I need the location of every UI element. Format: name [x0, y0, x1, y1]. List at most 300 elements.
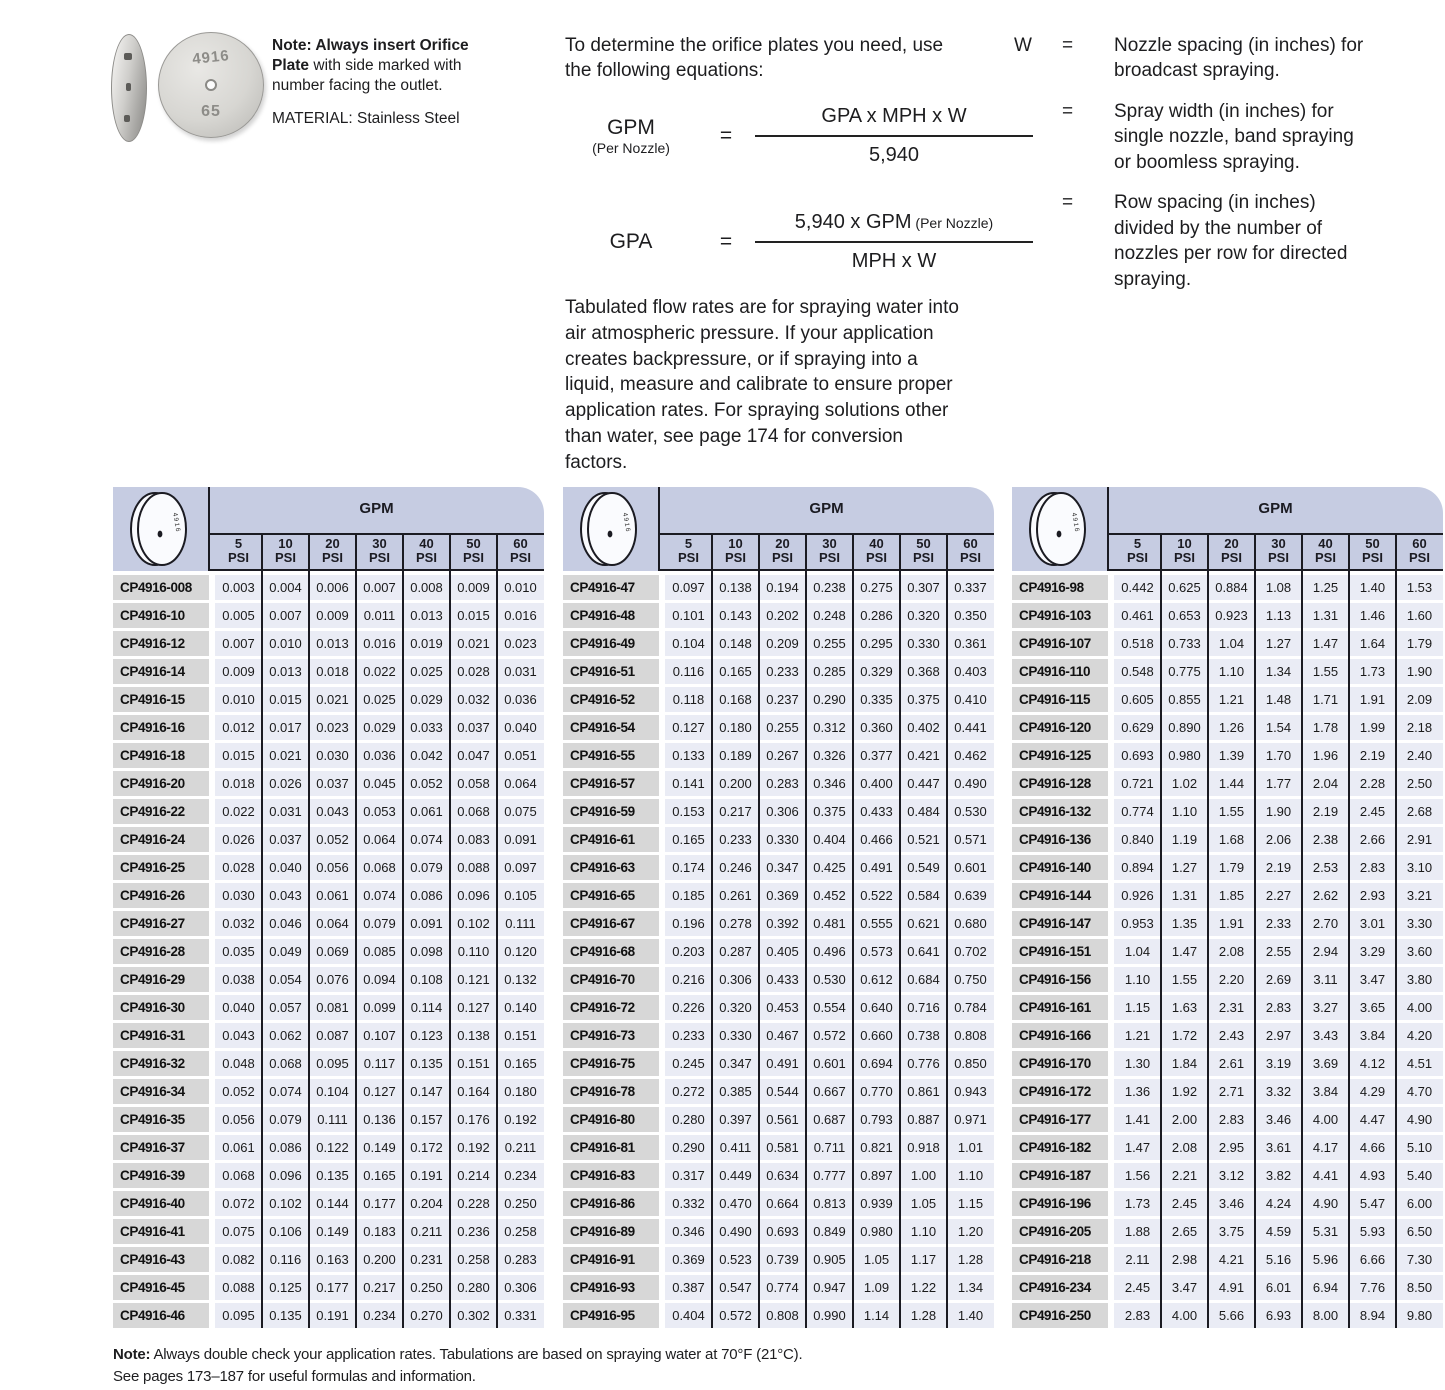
psi-column-header: 60 PSI	[1409, 536, 1430, 565]
equals-sign: =	[1062, 35, 1074, 56]
gpm-value: 0.211	[497, 1135, 544, 1160]
model-label: CP4916-31	[113, 1023, 209, 1048]
gpm-value: 1.14	[853, 1303, 900, 1328]
model-label: CP4916-46	[113, 1303, 209, 1328]
gpm-value: 1.01	[947, 1135, 994, 1160]
gpm-value: 0.007	[262, 603, 309, 628]
column-divider	[1254, 535, 1256, 1328]
gpm-value: 4.91	[1208, 1275, 1255, 1300]
gpm-value: 0.329	[853, 659, 900, 684]
w-symbol	[1014, 190, 1062, 292]
table-row	[113, 631, 544, 656]
orifice-disc-icon	[1012, 487, 1108, 571]
gpm-value: 0.107	[356, 1023, 403, 1048]
row-values	[215, 1051, 544, 1076]
table-row	[1012, 603, 1443, 628]
gpm-value: 4.24	[1255, 1191, 1302, 1216]
gpm-value: 2.53	[1302, 855, 1349, 880]
table-row	[563, 659, 994, 684]
gpm-value: 0.721	[1114, 771, 1161, 796]
gpm-value: 0.490	[947, 771, 994, 796]
psi-column-header: 50 PSI	[1362, 536, 1383, 565]
psi-column-header: 40 PSI	[416, 536, 437, 565]
gpm-value: 0.216	[665, 967, 712, 992]
gpm-value: 7.30	[1396, 1247, 1443, 1272]
row-values	[665, 1247, 994, 1272]
gpm-value: 0.347	[759, 855, 806, 880]
gpm-value: 0.466	[853, 827, 900, 852]
gpm-value: 0.074	[262, 1079, 309, 1104]
gpa-equation	[565, 211, 1033, 273]
row-values	[1114, 715, 1443, 740]
gpm-value: 0.548	[1114, 659, 1161, 684]
gpm-value: 0.118	[665, 687, 712, 712]
gpm-value: 0.037	[309, 771, 356, 796]
gpm-value: 0.605	[1114, 687, 1161, 712]
gpm-header: GPM	[1258, 500, 1293, 517]
row-values	[1114, 1023, 1443, 1048]
model-label: CP4916-166	[1012, 1023, 1108, 1048]
gpm-value: 0.522	[853, 883, 900, 908]
gpm-value: 0.306	[712, 967, 759, 992]
gpm-value: 0.518	[1114, 631, 1161, 656]
gpm-value: 0.926	[1114, 883, 1161, 908]
gpm-value: 1.96	[1302, 743, 1349, 768]
w-definition-text: Spray width (in inches) for single nozzle, band spraying or boomless spraying.	[1114, 100, 1354, 173]
psi-column-header: 50 PSI	[463, 536, 484, 565]
gpm-value: 1.05	[853, 1247, 900, 1272]
fraction-numerator: 5,940 x GPM (Per Nozzle)	[755, 211, 1033, 243]
gpm-value: 0.019	[403, 631, 450, 656]
gpm-value: 1.73	[1114, 1191, 1161, 1216]
table-row	[1012, 575, 1443, 600]
gpm-value: 0.400	[853, 771, 900, 796]
footer-line-2: See pages 173–187 for useful formulas and information.	[113, 1367, 476, 1385]
table-row	[113, 1051, 544, 1076]
table-row	[563, 1079, 994, 1104]
model-label: CP4916-63	[563, 855, 659, 880]
gpm-value: 0.452	[806, 883, 853, 908]
psi-header-row	[665, 537, 994, 569]
gpm-value: 0.258	[497, 1219, 544, 1244]
model-label: CP4916-125	[1012, 743, 1108, 768]
gpm-value: 0.770	[853, 1079, 900, 1104]
model-label: CP4916-93	[563, 1275, 659, 1300]
gpm-value: 0.653	[1161, 603, 1208, 628]
model-label: CP4916-27	[113, 911, 209, 936]
gpm-value: 0.971	[947, 1107, 994, 1132]
table-row	[113, 771, 544, 796]
row-values	[215, 1191, 544, 1216]
row-values	[215, 939, 544, 964]
gpm-value: 1.10	[1114, 967, 1161, 992]
gpm-value: 1.19	[1161, 827, 1208, 852]
row-values	[665, 1275, 994, 1300]
row-values	[215, 799, 544, 824]
gpm-value: 1.70	[1255, 743, 1302, 768]
gpm-value: 1.47	[1302, 631, 1349, 656]
psi-column-header: 40 PSI	[1315, 536, 1336, 565]
psi-column-header: 10 PSI	[275, 536, 296, 565]
gpm-value: 0.694	[853, 1051, 900, 1076]
table-row	[1012, 911, 1443, 936]
gpm-value: 0.068	[262, 1051, 309, 1076]
gpm-value: 2.11	[1114, 1247, 1161, 1272]
header-rule	[658, 569, 994, 571]
gpm-value: 0.214	[450, 1163, 497, 1188]
gpm-value: 1.30	[1114, 1051, 1161, 1076]
gpm-value: 0.168	[712, 687, 759, 712]
table-row	[113, 1023, 544, 1048]
gpm-value: 0.905	[806, 1247, 853, 1272]
gpm-value: 4.29	[1349, 1079, 1396, 1104]
row-values	[215, 1107, 544, 1132]
row-values	[1114, 967, 1443, 992]
gpm-value: 0.332	[665, 1191, 712, 1216]
gpm-value: 0.397	[712, 1107, 759, 1132]
gpm-value: 0.549	[900, 855, 947, 880]
table-row	[563, 827, 994, 852]
gpm-value: 0.079	[403, 855, 450, 880]
gpm-value: 0.120	[497, 939, 544, 964]
row-values	[665, 939, 994, 964]
row-values	[215, 1079, 544, 1104]
gpm-value: 0.421	[900, 743, 947, 768]
gpm-value: 0.164	[450, 1079, 497, 1104]
model-label: CP4916-147	[1012, 911, 1108, 936]
gpm-value: 0.037	[450, 715, 497, 740]
gpm-value: 6.00	[1396, 1191, 1443, 1216]
table-row	[563, 855, 994, 880]
psi-column-header: 50 PSI	[913, 536, 934, 565]
equals-sign: =	[719, 230, 733, 253]
table-row	[113, 967, 544, 992]
row-values	[1114, 799, 1443, 824]
gpm-value: 0.072	[215, 1191, 262, 1216]
gpm-value: 0.775	[1161, 659, 1208, 684]
model-label: CP4916-170	[1012, 1051, 1108, 1076]
gpm-value: 0.051	[497, 743, 544, 768]
model-label: CP4916-234	[1012, 1275, 1108, 1300]
insert-note-text	[272, 36, 494, 96]
gpm-value: 0.083	[450, 827, 497, 852]
gpm-value: 0.180	[712, 715, 759, 740]
gpm-value: 0.547	[712, 1275, 759, 1300]
gpm-value: 4.93	[1349, 1163, 1396, 1188]
gpm-value: 1.85	[1208, 883, 1255, 908]
gpm-value: 1.36	[1114, 1079, 1161, 1104]
row-values	[1114, 1135, 1443, 1160]
gpm-value: 0.046	[262, 911, 309, 936]
model-label: CP4916-28	[113, 939, 209, 964]
model-label: CP4916-20	[113, 771, 209, 796]
gpm-value: 0.335	[853, 687, 900, 712]
column-divider	[261, 535, 263, 1328]
gpm-value: 0.177	[356, 1191, 403, 1216]
gpm-value: 0.053	[356, 799, 403, 824]
gpm-value: 0.091	[497, 827, 544, 852]
gpm-value: 0.530	[806, 967, 853, 992]
equation-lhs-label: GPM	[607, 116, 655, 139]
table-row	[563, 687, 994, 712]
gpm-value: 0.433	[759, 967, 806, 992]
gpm-value: 0.849	[806, 1219, 853, 1244]
row-values	[215, 995, 544, 1020]
table-row	[113, 1191, 544, 1216]
gpm-value: 1.04	[1208, 631, 1255, 656]
gpm-value: 0.821	[853, 1135, 900, 1160]
psi-column-header: 40 PSI	[866, 536, 887, 565]
gpm-value: 0.029	[403, 687, 450, 712]
model-label: CP4916-25	[113, 855, 209, 880]
gpm-value: 3.80	[1396, 967, 1443, 992]
table-row	[1012, 1247, 1443, 1272]
gpm-value: 2.09	[1396, 687, 1443, 712]
gpm-value: 2.83	[1255, 995, 1302, 1020]
gpm-value: 2.45	[1161, 1191, 1208, 1216]
gpm-value: 0.447	[900, 771, 947, 796]
gpm-value: 2.83	[1349, 855, 1396, 880]
gpm-value: 0.010	[262, 631, 309, 656]
table-row	[113, 659, 544, 684]
gpm-value: 0.054	[262, 967, 309, 992]
row-values	[665, 715, 994, 740]
gpm-value: 0.233	[759, 659, 806, 684]
gpm-value: 1.10	[947, 1163, 994, 1188]
gpm-value: 0.165	[665, 827, 712, 852]
gpm-value: 6.01	[1255, 1275, 1302, 1300]
gpm-value: 0.074	[403, 827, 450, 852]
gpm-value: 0.330	[712, 1023, 759, 1048]
gpm-value: 0.149	[356, 1135, 403, 1160]
row-values	[215, 1303, 544, 1328]
gpm-value: 0.687	[806, 1107, 853, 1132]
gpm-value: 0.918	[900, 1135, 947, 1160]
table-row	[1012, 715, 1443, 740]
gpm-value: 0.075	[215, 1219, 262, 1244]
gpm-value: 0.058	[450, 771, 497, 796]
gpm-value: 0.693	[759, 1219, 806, 1244]
gpm-value: 3.47	[1349, 967, 1396, 992]
gpm-value: 1.28	[947, 1247, 994, 1272]
gpm-value: 0.411	[712, 1135, 759, 1160]
model-label: CP4916-008	[113, 575, 209, 600]
gpm-value: 0.280	[450, 1275, 497, 1300]
gpm-value: 0.043	[309, 799, 356, 824]
model-label: CP4916-48	[563, 603, 659, 628]
row-values	[665, 659, 994, 684]
gpm-value: 0.081	[309, 995, 356, 1020]
gpm-value: 1.55	[1302, 659, 1349, 684]
gpm-value: 2.43	[1208, 1023, 1255, 1048]
gpm-value: 0.217	[712, 799, 759, 824]
gpm-value: 0.031	[262, 799, 309, 824]
column-divider	[449, 535, 451, 1328]
gpm-value: 0.056	[309, 855, 356, 880]
w-definitions	[1014, 33, 1414, 307]
gpm-value: 1.21	[1114, 1023, 1161, 1048]
table-row	[1012, 1219, 1443, 1244]
column-divider	[899, 535, 901, 1328]
gpm-value: 1.05	[900, 1191, 947, 1216]
row-values	[665, 967, 994, 992]
equals-sign: =	[1062, 192, 1074, 214]
gpm-value: 0.202	[759, 603, 806, 628]
gpm-value: 1.13	[1255, 603, 1302, 628]
gpm-value: 7.76	[1349, 1275, 1396, 1300]
gpm-value: 0.135	[309, 1163, 356, 1188]
gpm-value: 2.95	[1208, 1135, 1255, 1160]
table-row	[113, 911, 544, 936]
row-values	[1114, 939, 1443, 964]
row-values	[665, 1051, 994, 1076]
header-rule	[208, 569, 544, 571]
gpm-value: 4.41	[1302, 1163, 1349, 1188]
gpm-value: 0.774	[1114, 799, 1161, 824]
gpm-value: 1.15	[947, 1191, 994, 1216]
table-row	[1012, 1191, 1443, 1216]
gpm-value: 0.010	[497, 575, 544, 600]
gpm-value: 1.47	[1114, 1135, 1161, 1160]
equation-fraction	[755, 105, 1033, 167]
model-label: CP4916-39	[113, 1163, 209, 1188]
table-row	[563, 771, 994, 796]
w-symbol: W	[1014, 35, 1032, 56]
gpm-value: 0.096	[450, 883, 497, 908]
gpm-value: 0.013	[403, 603, 450, 628]
gpm-value: 4.90	[1302, 1191, 1349, 1216]
table-row	[1012, 827, 1443, 852]
model-label: CP4916-151	[1012, 939, 1108, 964]
gpm-value: 0.052	[215, 1079, 262, 1104]
gpm-value: 2.65	[1161, 1219, 1208, 1244]
table-row	[113, 1247, 544, 1272]
gpm-value: 5.47	[1349, 1191, 1396, 1216]
gpm-value: 3.21	[1396, 883, 1443, 908]
gpm-value: 0.554	[806, 995, 853, 1020]
gpm-value: 1.15	[1114, 995, 1161, 1020]
gpm-value: 3.84	[1302, 1079, 1349, 1104]
gpm-value: 2.71	[1208, 1079, 1255, 1104]
table-row	[1012, 1163, 1443, 1188]
gpm-value: 2.06	[1255, 827, 1302, 852]
psi-column-header: 10 PSI	[725, 536, 746, 565]
gpm-value: 0.217	[356, 1275, 403, 1300]
gpm-value: 2.27	[1255, 883, 1302, 908]
model-label: CP4916-18	[113, 743, 209, 768]
row-values	[1114, 883, 1443, 908]
gpm-value: 0.015	[262, 687, 309, 712]
gpm-value: 1.04	[1114, 939, 1161, 964]
gpm-value: 0.634	[759, 1163, 806, 1188]
gpm-value: 0.200	[712, 771, 759, 796]
model-label: CP4916-73	[563, 1023, 659, 1048]
gpm-value: 1.35	[1161, 911, 1208, 936]
column-divider	[402, 535, 404, 1328]
w-definition-row	[1014, 99, 1414, 175]
row-values	[215, 1275, 544, 1300]
table-row	[113, 939, 544, 964]
gpm-value: 1.22	[900, 1275, 947, 1300]
gpm-value: 2.08	[1208, 939, 1255, 964]
gpm-value: 0.127	[356, 1079, 403, 1104]
gpm-value: 0.521	[900, 827, 947, 852]
fraction-numerator: GPA x MPH x W	[755, 105, 1033, 137]
gpm-value: 2.62	[1302, 883, 1349, 908]
gpm-value: 0.157	[403, 1107, 450, 1132]
gpm-value: 0.097	[665, 575, 712, 600]
gpm-value: 0.693	[1114, 743, 1161, 768]
gpm-value: 3.75	[1208, 1219, 1255, 1244]
gpm-value: 0.013	[309, 631, 356, 656]
w-definition-row	[1014, 33, 1414, 84]
gpm-value: 1.91	[1349, 687, 1396, 712]
row-values	[665, 687, 994, 712]
gpm-value: 0.808	[947, 1023, 994, 1048]
gpm-value: 0.047	[450, 743, 497, 768]
gpm-value: 0.733	[1161, 631, 1208, 656]
gpm-value: 0.099	[356, 995, 403, 1020]
gpm-value: 1.79	[1208, 855, 1255, 880]
gpm-value: 0.306	[497, 1275, 544, 1300]
model-label: CP4916-140	[1012, 855, 1108, 880]
column-divider	[946, 535, 948, 1328]
model-label: CP4916-80	[563, 1107, 659, 1132]
gpm-value: 1.39	[1208, 743, 1255, 768]
gpm-value: 0.062	[262, 1023, 309, 1048]
gpm-value: 2.91	[1396, 827, 1443, 852]
gpm-value: 3.32	[1255, 1079, 1302, 1104]
fraction-denominator: MPH x W	[851, 250, 937, 272]
row-values	[1114, 1107, 1443, 1132]
row-values	[215, 1247, 544, 1272]
gpm-value: 0.250	[403, 1275, 450, 1300]
row-values	[215, 687, 544, 712]
plate-stamp-mark	[126, 83, 131, 91]
gpm-value: 0.278	[712, 911, 759, 936]
table-row	[1012, 883, 1443, 908]
model-label: CP4916-10	[113, 603, 209, 628]
equation-lhs	[565, 230, 697, 254]
gpm-value: 0.777	[806, 1163, 853, 1188]
model-label: CP4916-37	[113, 1135, 209, 1160]
gpm-value: 0.404	[665, 1303, 712, 1328]
gpm-value: 0.009	[450, 575, 497, 600]
gpm-value: 3.47	[1161, 1275, 1208, 1300]
gpm-value: 0.108	[403, 967, 450, 992]
gpm-value: 0.061	[309, 883, 356, 908]
gpm-value: 0.033	[403, 715, 450, 740]
gpm-value: 4.12	[1349, 1051, 1396, 1076]
gpm-value: 5.31	[1302, 1219, 1349, 1244]
gpm-value: 0.368	[900, 659, 947, 684]
gpm-value: 0.030	[215, 883, 262, 908]
gpm-value: 0.138	[712, 575, 759, 600]
gpm-value: 1.55	[1208, 799, 1255, 824]
table-row	[563, 1163, 994, 1188]
gpm-value: 2.83	[1114, 1303, 1161, 1328]
row-values	[215, 1135, 544, 1160]
gpm-value: 4.66	[1349, 1135, 1396, 1160]
table-row	[1012, 1275, 1443, 1300]
gpm-value: 0.135	[262, 1303, 309, 1328]
psi-column-header: 60 PSI	[960, 536, 981, 565]
gpm-value: 0.018	[309, 659, 356, 684]
gpm-value: 1.90	[1396, 659, 1443, 684]
model-label: CP4916-14	[113, 659, 209, 684]
header-rule	[1107, 533, 1443, 535]
gpm-value: 0.043	[262, 883, 309, 908]
